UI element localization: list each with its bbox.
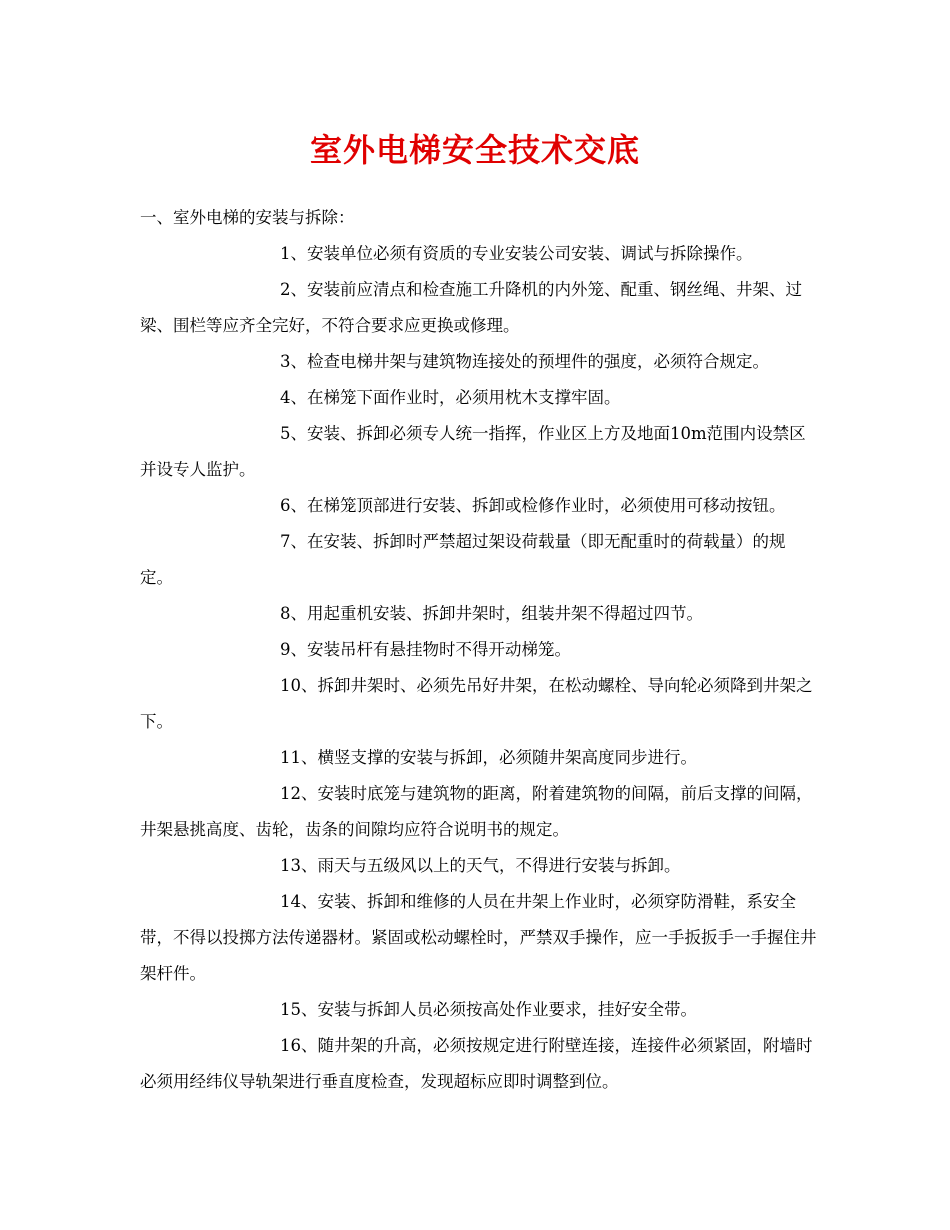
list-item: 9、安装吊杆有悬挂物时不得开动梯笼。 — [280, 640, 571, 659]
list-item: 8、用起重机安装、拆卸井架时，组装井架不得超过四节。 — [280, 604, 703, 623]
list-item: 11、横竖支撑的安装与拆卸，必须随井架高度同步进行。 — [280, 748, 697, 767]
list-item: 2、安装前应清点和检查施工升降机的内外笼、配重、钢丝绳、井架、过梁、围栏等应齐全完好，不符合要求应更换或修理。 — [140, 280, 802, 335]
section-heading: 一、室外电梯的安装与拆除： — [140, 208, 355, 227]
list-item: 4、在梯笼下面作业时，必须用枕木支撑牢固。 — [280, 388, 621, 407]
list-item: 1、安装单位必须有资质的专业安装公司安装、调试与拆除操作。 — [280, 244, 753, 263]
list-item: 15、安装与拆卸人员必须按高处作业要求，挂好安全带。 — [280, 1000, 697, 1019]
list-item: 13、雨天与五级风以上的天气，不得进行安装与拆卸。 — [280, 856, 681, 875]
document-body — [140, 200, 818, 1100]
list-item: 7、在安装、拆卸时严禁超过架设荷载量（即无配重时的荷载量）的规定。 — [140, 532, 786, 587]
list-item: 5、安装、拆卸必须专人统一指挥，作业区上方及地面10m范围内设禁区并设专人监护。 — [140, 424, 806, 479]
list-item: 16、随井架的升高，必须按规定进行附壁连接，连接件必须紧固，附墙时必须用经纬仪导轨架进行垂直度检查，发现超标应即时调整到位。 — [140, 1036, 813, 1091]
list-item: 10、拆卸井架时、必须先吊好井架，在松动螺栓、导向轮必须降到井架之下。 — [140, 676, 813, 731]
list-item: 14、安装、拆卸和维修的人员在井架上作业时，必须穿防滑鞋，系安全带，不得以投掷方法传递器材。紧固或松动螺栓时，严禁双手操作，应一手扳扳手一手握住井架杆件。 — [140, 892, 817, 983]
list-item: 3、检查电梯井架与建筑物连接处的预埋件的强度，必须符合规定。 — [280, 352, 769, 371]
document-title: 室外电梯安全技术交底 — [309, 131, 640, 169]
list-item: 6、在梯笼顶部进行安装、拆卸或检修作业时，必须使用可移动按钮。 — [280, 496, 786, 515]
list-item: 12、安装时底笼与建筑物的距离，附着建筑物的间隔，前后支撑的间隔，井架悬挑高度、齿轮，齿条的间隙均应符合说明书的规定。 — [140, 784, 813, 839]
